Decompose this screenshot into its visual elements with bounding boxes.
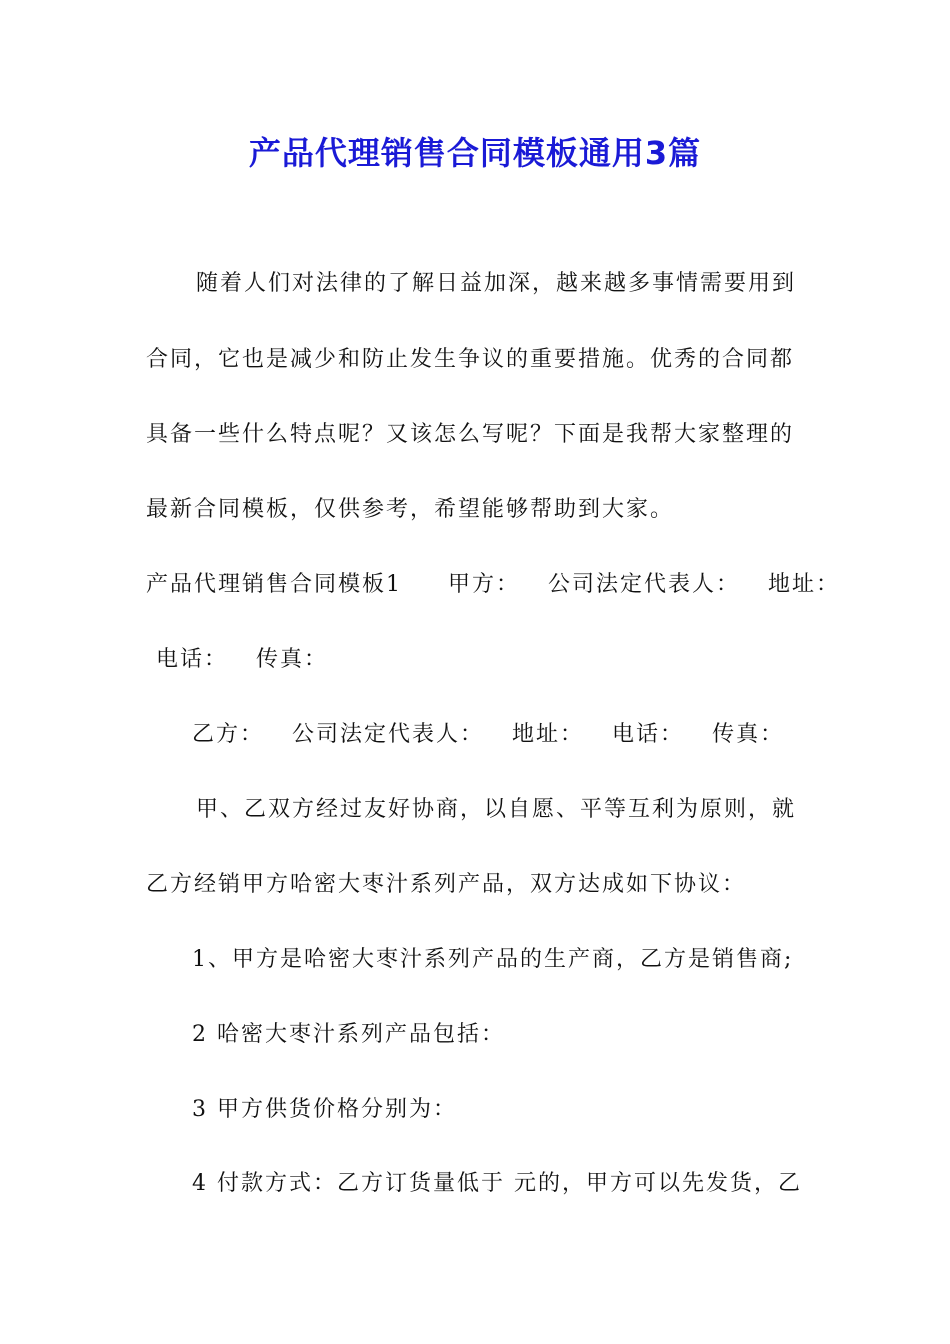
intro-line: 随着人们对法律的了解日益加深，越来越多事情需要用到 xyxy=(196,271,797,296)
intro-line: 具备一些什么特点呢？又该怎么写呢？下面是我帮大家整理的 xyxy=(146,422,795,447)
document-title: 产品代理销售合同模板通用3篇 xyxy=(248,134,702,172)
clause-line: 3 甲方供货价格分别为： xyxy=(192,1097,457,1122)
preamble-line: 乙方经销甲方哈密大枣汁系列产品，双方达成如下协议： xyxy=(146,872,747,897)
party-a-rep: 公司法定代表人： xyxy=(548,572,741,597)
party-b-fax: 传真： xyxy=(712,722,785,747)
preamble-line: 甲、乙双方经过友好协商，以自愿、平等互利为原则，就 xyxy=(196,797,797,822)
party-b-line xyxy=(192,718,784,752)
party-a-label: 甲方： xyxy=(448,572,521,597)
intro-line: 最新合同模板，仅供参考，希望能够帮助到大家。 xyxy=(146,497,675,522)
party-a-fax: 传真： xyxy=(256,647,329,672)
party-a-address: 地址： xyxy=(768,572,841,597)
clause-line: 1、甲方是哈密大枣汁系列产品的生产商，乙方是销售商; xyxy=(192,947,794,972)
party-a-phone: 电话： xyxy=(156,647,229,672)
contract-heading: 产品代理销售合同模板1 xyxy=(146,572,402,597)
party-b-address: 地址： xyxy=(512,722,585,747)
contract-heading-line xyxy=(146,568,840,602)
clause-line: 2 哈密大枣汁系列产品包括： xyxy=(192,1022,505,1047)
party-b-label: 乙方： xyxy=(192,722,265,747)
party-b-rep: 公司法定代表人： xyxy=(292,722,485,747)
clause-line: 4 付款方式：乙方订货量低于 元的，甲方可以先发货，乙 xyxy=(192,1171,802,1196)
intro-line: 合同，它也是减少和防止发生争议的重要措施。优秀的合同都 xyxy=(146,347,795,372)
party-a-contact-line xyxy=(156,643,328,677)
party-b-phone: 电话： xyxy=(612,722,685,747)
